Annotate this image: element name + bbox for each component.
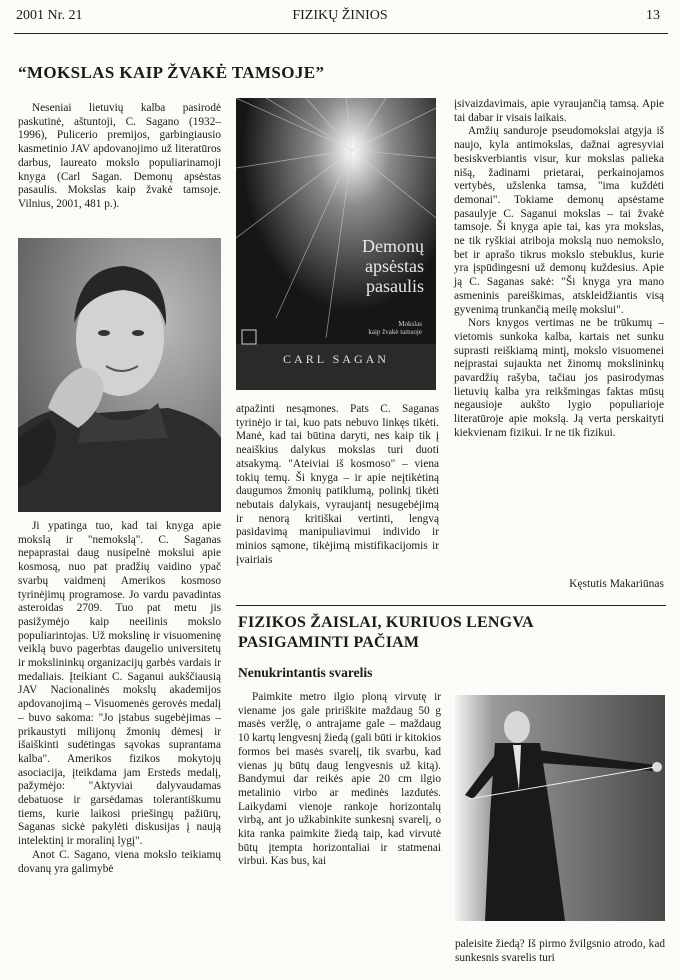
intro-paragraph: Neseniai lietuvių kalba pasirodė paskutinė, aštuntoji, C. Sagano (1932–1996), Pulicerio premijos, garbingiausio kasmetinio JAV apdovanojimo už literatūros darbus, laureato mokslo populiarinamoji knyga (Carl Sagan. Demonų apsėstas pasaulis. Mokslas kaip žvakė tamsoje. Vilnius, 2001, 481 p.). <box>18 102 221 210</box>
header-issue: 2001 Nr. 21 <box>16 8 83 23</box>
column-1-text <box>18 520 221 876</box>
paragraph: Paimkite metro ilgio ploną virvutę ir viename jos gale pririškite maždaug 50 g masės veržlę, o antrajame gale – maždaug 10 kartų lengvesnį žiedą (gali būti ir kitokios formos bei masės svarelį, tik svarbu, kad vienas jų būtų daug lengvesnis už kitą). Bandymui dar reikės apie 20 cm ilgio metalinio virbo ar medinės lazdutės. Laikydami vienoje rankoje horizontalų virbą, ant jo užkabinkite sunkesnį svarelį, o kita ranka paimkite žiedą taip, kad virvutė būtų įtempta horizontaliai ir statmenai virbui. Kas bus, kai <box>238 691 441 868</box>
column-3-text <box>454 98 664 441</box>
header-rule <box>14 33 668 34</box>
page-number: 13 <box>646 8 660 23</box>
experiment-text-continued <box>455 938 665 965</box>
paragraph: Amžių sanduroje pseudomokslai atgyja iš naujo, kyla antimokslas, dažnai agresyviai besiskverbiantis visur, kur mokslas palieka nišą, žadinami prietarai, perkainojamos vertybės, užslenka tamsa, "ima kuždėti demonai". Tokiame demonų apsėstame pasaulyje C. Saganui mokslas – tai žvakė tamsoje. Ši knyga apie tai, kas yra mokslas, ne tik ryškiai atriboja mokslą nuo nemokslo, bet ir aprašo tikrus mokslo stebuklus, kurie yra įspūdingesni už demonų kuždesius. Apie ją C. Saganas sakė: "Ši knyga yra mano asmeninis pareiškimas, atskleidžiantis visą gyvenimą trunkančią meilę mokslui". <box>454 125 664 316</box>
paragraph: įsivaizdavimais, apie vyraujančią tamsą. Apie tai dabar ir visais laikais. <box>454 98 664 124</box>
paragraph: Ji ypatinga tuo, kad tai knyga apie mokslą ir "nemokslą". C. Saganas nepaprastai daug nusipelnė mokslui apie kosmosą, nuo pat pradžių vaidino ypač svarbų vaidmenį Amerikos kosmoso tyrinėjimų programose. Jo vardu pavadintas asteroidas 2709. Tuo pat metu jis pasižymėjo kaip neeilinis mokslo populiarintojas. Už mokslinę ir visuomeninę veiklą buvo pagerbtas daugelio universitetų ir mokslininkų organizacijų garbės vardais ir medaliais. Įteikiant C. Saganui aukščiausią JAV Nacionalinės mokslų akademijos apdovanojimą – Visuomenės gerovės medalį – buvo sakoma: "Jo įstabus sugebėjimas – prikaustyti milijonų žmonių dėmesį ir išaiškinti sudėtingas sąvokas suprantama kalba". Amerikos fizikos mokytojų asociacija, įteikdama jam Ersteds medalį, pažymėjo: "Aktyviai dalyvaudamas debatuose ir garsėdamas tolerantiškumu tiems, kurie laikosi priešingų pažiūrų, Saganas sickė pakylėti diskusijas į naują intelektinį ir moralinį lygį". <box>18 520 221 848</box>
column-2-text <box>236 403 439 567</box>
section-title: FIZIKOS ŽAISLAI, KURIUOS LENGVA PASIGAMINTI PAČIAM <box>238 614 534 651</box>
paragraph: Nors knygos vertimas ne be trūkumų – vietomis sunkoka kalba, kartais net sunku suprasti reiškiamą mintį, mokslo visuomenei neįprastai sujaukta net žinomų mokslininkų pavardžių rašyba, tačiau jos pasirodymas lietuvių kalba yra reikšmingas faktas mūsų negausioje aukšto lygio populiarioje literatūroje apie mokslą. Ją verta perskaityti kiekvienam fizikui. Ir ne tik fizikui. <box>454 317 664 439</box>
paragraph: paleisite žiedą? Iš pirmo žvilgsnio atrodo, kad sunkesnis svarelis turi <box>455 938 665 964</box>
article-title: “MOKSLAS KAIP ŽVAKĖ TAMSOJE” <box>18 63 325 82</box>
portrait-photo <box>18 238 221 512</box>
author-signature: Kęstutis Makariūnas <box>569 578 664 590</box>
cover-title: Demonų apsėstas pasaulis <box>362 236 424 296</box>
paragraph: Anot C. Sagano, viena mokslo teikiamų dovanų yra galimybė <box>18 848 221 875</box>
section-subtitle: Nenukrintantis svarelis <box>238 665 373 680</box>
cover-subtitle: Mokslas kaip žvakė tamsoje <box>368 320 422 336</box>
article-intro <box>18 102 221 212</box>
section-rule <box>236 605 666 606</box>
experiment-photo <box>455 695 665 921</box>
book-cover-image <box>236 98 436 390</box>
paragraph: atpažinti nesąmones. Pats C. Saganas tyrinėjo ir tai, kuo pats nebuvo linkęs tikėti. Manė, kad tai būtina daryti, nes kaip tik į neaiškius dalykus mokslas turi duoti atsakymą. "Ateiviai iš kosmoso" – viena tokių temų. Ši knyga – ir apie neįtikėtiną daugumos žmonių patiklumą, polinkį tikėti nebutais dalykais, vyraujantį nesugebėjimą ir nenorą kritiškai vertinti, lengvą pasidavimą manipuliavimui individo ir minios sąmone, tikėjimą mistifikacijomis ir įvairiais <box>236 403 439 566</box>
header-journal-title: FIZIKŲ ŽINIOS <box>292 8 388 23</box>
cover-author: CARL SAGAN <box>283 352 389 366</box>
experiment-text <box>238 691 441 869</box>
